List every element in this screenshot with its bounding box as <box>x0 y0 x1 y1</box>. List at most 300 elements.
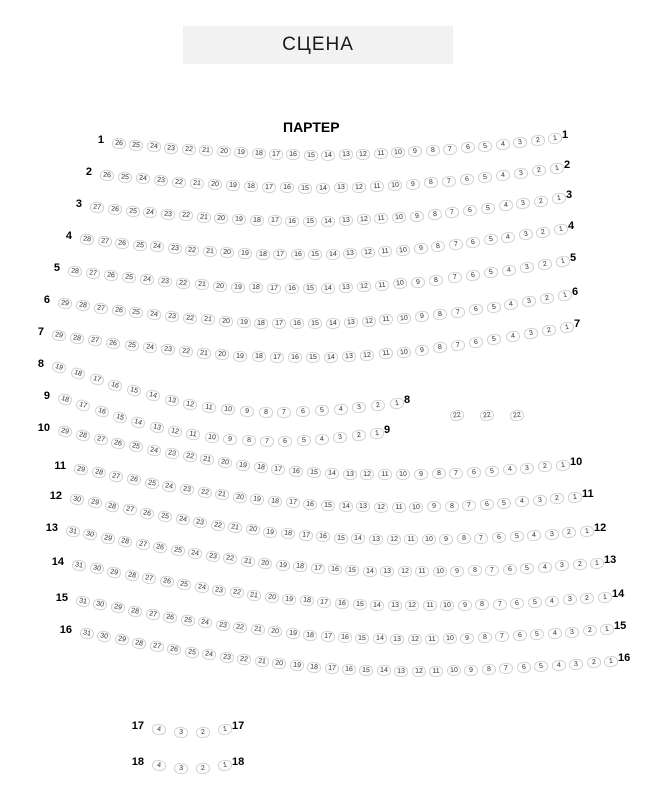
seat[interactable]: 22 <box>185 244 200 256</box>
seat[interactable]: 4 <box>498 200 513 213</box>
seat[interactable]: 25 <box>144 476 160 489</box>
seat[interactable]: 21 <box>197 347 212 359</box>
seat[interactable]: 20 <box>268 626 283 638</box>
seat[interactable]: 17 <box>269 149 283 160</box>
seat[interactable]: 18 <box>303 629 318 641</box>
seat[interactable]: 19 <box>250 493 265 506</box>
seat[interactable]: 15 <box>126 384 142 398</box>
seat[interactable]: 14 <box>325 468 340 480</box>
seat[interactable]: 13 <box>387 600 401 611</box>
seat[interactable]: 22 <box>172 176 187 188</box>
seat[interactable]: 18 <box>299 595 314 607</box>
seat[interactable]: 15 <box>355 633 369 645</box>
seat[interactable]: 20 <box>215 349 230 361</box>
seat[interactable]: 2 <box>539 292 555 305</box>
seat[interactable]: 5 <box>509 530 524 542</box>
seat[interactable]: 27 <box>88 334 103 347</box>
seat[interactable]: 15 <box>333 532 348 544</box>
seat[interactable]: 12 <box>361 247 376 259</box>
seat[interactable]: 22 <box>449 409 464 422</box>
seat[interactable]: 12 <box>352 182 366 194</box>
seat[interactable]: 26 <box>107 203 122 215</box>
seat[interactable]: 9 <box>406 178 421 190</box>
seat[interactable]: 21 <box>196 211 211 223</box>
seat[interactable]: 10 <box>433 566 447 577</box>
seat[interactable]: 22 <box>176 277 191 289</box>
seat[interactable]: 28 <box>69 332 84 345</box>
seat[interactable]: 30 <box>69 493 85 507</box>
seat[interactable]: 15 <box>359 665 373 677</box>
seat[interactable]: 2 <box>371 399 386 412</box>
seat[interactable]: 28 <box>91 466 107 479</box>
seat[interactable]: 7 <box>277 407 291 418</box>
seat[interactable]: 6 <box>466 236 481 249</box>
seat[interactable]: 6 <box>465 269 480 282</box>
seat[interactable]: 15 <box>308 249 322 260</box>
seat[interactable]: 9 <box>439 534 453 545</box>
seat[interactable]: 22 <box>178 346 193 358</box>
seat[interactable]: 11 <box>429 666 443 677</box>
seat[interactable]: 4 <box>537 561 552 573</box>
seat[interactable]: 26 <box>104 270 119 283</box>
seat[interactable]: 25 <box>125 205 140 217</box>
seat[interactable]: 10 <box>447 665 461 676</box>
seat[interactable]: 7 <box>474 532 488 544</box>
seat[interactable]: 20 <box>217 456 232 469</box>
seat[interactable]: 19 <box>51 360 68 375</box>
seat[interactable]: 16 <box>285 216 299 227</box>
seat[interactable]: 21 <box>203 245 218 257</box>
seat[interactable]: 26 <box>167 643 183 656</box>
seat[interactable]: 10 <box>396 469 410 480</box>
seat[interactable]: 22 <box>183 312 198 324</box>
seat[interactable]: 22 <box>182 450 198 463</box>
seat[interactable]: 1 <box>369 427 384 439</box>
seat[interactable]: 20 <box>208 179 223 191</box>
seat[interactable]: 23 <box>212 584 227 597</box>
seat[interactable]: 27 <box>93 302 108 315</box>
seat[interactable]: 21 <box>254 656 269 669</box>
seat[interactable]: 15 <box>345 565 360 577</box>
seat[interactable]: 23 <box>158 276 173 288</box>
seat[interactable]: 14 <box>363 565 377 576</box>
seat[interactable]: 19 <box>226 180 241 192</box>
seat[interactable]: 7 <box>493 598 507 610</box>
seat[interactable]: 26 <box>163 611 179 624</box>
seat[interactable]: 29 <box>114 633 130 646</box>
seat[interactable]: 26 <box>115 237 130 249</box>
seat[interactable]: 14 <box>321 283 335 294</box>
seat[interactable]: 7 <box>485 564 499 576</box>
seat[interactable]: 25 <box>132 239 147 251</box>
seat[interactable]: 15 <box>352 599 367 611</box>
seat[interactable]: 7 <box>495 631 510 643</box>
seat[interactable]: 11 <box>378 246 393 258</box>
seat[interactable]: 12 <box>398 566 412 577</box>
seat[interactable]: 7 <box>448 238 463 251</box>
seat[interactable]: 6 <box>492 531 507 543</box>
seat[interactable]: 4 <box>551 659 566 671</box>
seat[interactable]: 16 <box>316 531 331 543</box>
seat[interactable]: 2 <box>531 164 546 177</box>
seat[interactable]: 24 <box>140 274 155 286</box>
seat[interactable]: 1 <box>590 558 605 570</box>
seat[interactable]: 6 <box>479 498 494 510</box>
seat[interactable]: 15 <box>308 318 322 329</box>
seat[interactable]: 21 <box>240 555 255 568</box>
seat[interactable]: 30 <box>83 528 99 541</box>
seat[interactable]: 16 <box>286 149 300 160</box>
seat[interactable]: 6 <box>468 303 483 316</box>
seat[interactable]: 11 <box>374 213 389 225</box>
seat[interactable]: 14 <box>145 389 161 403</box>
seat[interactable]: 28 <box>124 569 140 582</box>
seat[interactable]: 1 <box>580 526 595 538</box>
seat[interactable]: 18 <box>255 248 269 259</box>
seat[interactable]: 17 <box>324 662 339 674</box>
seat[interactable]: 7 <box>450 339 465 352</box>
seat[interactable]: 11 <box>378 348 393 360</box>
seat[interactable]: 6 <box>459 173 474 185</box>
seat[interactable]: 1 <box>559 321 575 334</box>
seat[interactable]: 12 <box>361 315 376 327</box>
seat[interactable]: 21 <box>199 145 214 157</box>
seat[interactable]: 14 <box>351 533 365 545</box>
seat[interactable]: 5 <box>480 202 495 215</box>
seat[interactable]: 8 <box>426 145 441 157</box>
seat[interactable]: 15 <box>307 467 322 479</box>
seat[interactable]: 2 <box>562 527 577 539</box>
seat[interactable]: 28 <box>75 429 91 443</box>
seat[interactable]: 8 <box>432 308 447 321</box>
seat[interactable]: 1 <box>551 192 566 205</box>
seat[interactable]: 13 <box>390 634 404 645</box>
seat[interactable]: 13 <box>149 420 165 434</box>
seat[interactable]: 16 <box>288 352 302 363</box>
seat[interactable]: 21 <box>200 314 215 326</box>
seat[interactable]: 9 <box>450 566 464 577</box>
seat[interactable]: 29 <box>87 496 103 510</box>
seat[interactable]: 11 <box>379 314 394 326</box>
seat[interactable]: 11 <box>423 600 437 611</box>
seat[interactable]: 3 <box>532 494 547 506</box>
seat[interactable]: 10 <box>220 403 235 415</box>
seat[interactable]: 8 <box>241 435 256 447</box>
seat[interactable]: 15 <box>306 352 320 363</box>
seat[interactable]: 26 <box>126 473 142 486</box>
seat[interactable]: 10 <box>204 431 219 444</box>
seat[interactable]: 8 <box>475 599 489 611</box>
seat[interactable]: 22 <box>210 519 225 532</box>
seat[interactable]: 8 <box>431 468 445 480</box>
seat[interactable]: 1 <box>598 592 613 604</box>
seat[interactable]: 16 <box>93 404 110 419</box>
seat[interactable]: 20 <box>245 524 260 537</box>
seat[interactable]: 2 <box>586 657 601 669</box>
seat[interactable]: 13 <box>380 566 394 577</box>
seat[interactable]: 23 <box>205 550 220 563</box>
seat[interactable]: 7 <box>443 143 458 155</box>
seat[interactable]: 25 <box>176 578 192 591</box>
seat[interactable]: 13 <box>343 248 357 260</box>
seat[interactable]: 29 <box>51 329 66 342</box>
seat[interactable]: 14 <box>326 317 340 328</box>
seat[interactable]: 9 <box>409 210 424 222</box>
seat[interactable]: 26 <box>112 137 127 149</box>
seat[interactable]: 3 <box>516 197 531 210</box>
seat[interactable]: 3 <box>523 327 539 340</box>
seat[interactable]: 13 <box>394 666 408 677</box>
seat[interactable]: 16 <box>289 465 304 477</box>
seat[interactable]: 5 <box>534 661 549 673</box>
seat[interactable]: 16 <box>335 598 350 610</box>
seat[interactable]: 9 <box>464 665 478 676</box>
seat[interactable]: 26 <box>110 436 126 450</box>
seat[interactable]: 14 <box>321 150 335 161</box>
seat[interactable]: 23 <box>164 142 179 154</box>
seat[interactable]: 4 <box>151 759 166 772</box>
seat[interactable]: 16 <box>303 498 318 510</box>
seat[interactable]: 9 <box>411 276 426 288</box>
seat[interactable]: 24 <box>194 581 210 594</box>
seat[interactable]: 25 <box>129 306 144 319</box>
seat[interactable]: 17 <box>272 318 286 329</box>
seat[interactable]: 1 <box>604 655 619 667</box>
seat[interactable]: 6 <box>463 204 478 217</box>
seat[interactable]: 10 <box>393 278 408 290</box>
seat[interactable]: 7 <box>445 206 460 218</box>
seat[interactable]: 18 <box>254 317 268 328</box>
seat[interactable]: 18 <box>293 561 308 573</box>
seat[interactable]: 4 <box>547 627 562 639</box>
seat[interactable]: 16 <box>280 182 294 193</box>
seat[interactable]: 20 <box>214 213 229 225</box>
seat[interactable]: 22 <box>237 653 252 666</box>
seat[interactable]: 20 <box>232 491 247 504</box>
seat[interactable]: 4 <box>504 298 520 311</box>
seat[interactable]: 10 <box>397 312 412 324</box>
seat[interactable]: 11 <box>392 502 406 513</box>
seat[interactable]: 10 <box>391 147 406 159</box>
seat[interactable]: 5 <box>483 266 498 279</box>
seat[interactable]: 17 <box>75 398 92 413</box>
seat[interactable]: 9 <box>239 405 254 417</box>
seat[interactable]: 24 <box>161 480 177 493</box>
seat[interactable]: 3 <box>174 762 189 774</box>
seat[interactable]: 15 <box>303 216 317 227</box>
seat[interactable]: 29 <box>100 531 116 544</box>
seat[interactable]: 25 <box>129 139 144 151</box>
seat[interactable]: 12 <box>405 600 419 611</box>
seat[interactable]: 8 <box>432 342 447 355</box>
seat[interactable]: 7 <box>499 663 514 675</box>
seat[interactable]: 6 <box>516 662 531 674</box>
seat[interactable]: 22 <box>233 621 248 634</box>
seat[interactable]: 11 <box>425 634 439 645</box>
seat[interactable]: 4 <box>515 496 530 508</box>
seat[interactable]: 16 <box>290 318 304 329</box>
seat[interactable]: 27 <box>108 470 124 483</box>
seat[interactable]: 13 <box>342 469 356 480</box>
seat[interactable]: 7 <box>449 467 464 479</box>
seat[interactable]: 4 <box>333 403 348 415</box>
seat[interactable]: 3 <box>352 402 367 414</box>
seat[interactable]: 19 <box>233 350 248 362</box>
seat[interactable]: 23 <box>154 174 169 186</box>
seat[interactable]: 17 <box>285 497 300 509</box>
seat[interactable]: 30 <box>97 630 113 643</box>
seat[interactable]: 4 <box>501 264 517 277</box>
seat[interactable]: 12 <box>412 666 426 677</box>
seat[interactable]: 18 <box>250 215 264 227</box>
seat[interactable]: 2 <box>196 726 211 738</box>
seat[interactable]: 20 <box>220 247 235 259</box>
seat[interactable]: 14 <box>373 633 387 644</box>
seat[interactable]: 17 <box>270 352 284 363</box>
seat[interactable]: 17 <box>320 630 335 642</box>
seat[interactable]: 24 <box>150 241 165 253</box>
seat[interactable]: 2 <box>351 429 366 441</box>
seat[interactable]: 9 <box>460 633 474 644</box>
seat[interactable]: 11 <box>375 279 390 291</box>
seat[interactable]: 8 <box>477 632 491 644</box>
seat[interactable]: 24 <box>175 513 191 526</box>
seat[interactable]: 25 <box>170 544 186 557</box>
seat[interactable]: 10 <box>396 346 411 358</box>
seat[interactable]: 6 <box>502 563 517 575</box>
seat[interactable]: 12 <box>356 149 370 160</box>
seat[interactable]: 23 <box>161 208 176 220</box>
seat[interactable]: 24 <box>142 342 157 355</box>
seat[interactable]: 11 <box>186 428 202 441</box>
seat[interactable]: 2 <box>530 134 545 146</box>
seat[interactable]: 3 <box>518 228 533 241</box>
seat[interactable]: 15 <box>112 410 129 425</box>
seat[interactable]: 22 <box>479 409 494 422</box>
seat[interactable]: 12 <box>356 214 371 226</box>
seat[interactable]: 7 <box>462 499 477 511</box>
seat[interactable]: 23 <box>165 311 180 323</box>
seat[interactable]: 9 <box>408 146 423 158</box>
seat[interactable]: 23 <box>219 651 234 664</box>
seat[interactable]: 19 <box>263 526 278 539</box>
seat[interactable]: 7 <box>442 175 457 187</box>
seat[interactable]: 5 <box>486 301 501 314</box>
seat[interactable]: 12 <box>386 534 400 545</box>
seat[interactable]: 6 <box>510 597 525 609</box>
seat[interactable]: 25 <box>184 645 200 658</box>
seat[interactable]: 18 <box>251 351 265 363</box>
seat[interactable]: 6 <box>278 435 292 446</box>
seat[interactable]: 27 <box>122 503 138 516</box>
seat[interactable]: 28 <box>67 265 82 278</box>
seat[interactable]: 14 <box>316 183 330 194</box>
seat[interactable]: 9 <box>413 242 428 254</box>
seat[interactable]: 17 <box>310 562 325 574</box>
seat[interactable]: 14 <box>370 599 384 610</box>
seat[interactable]: 27 <box>141 572 157 585</box>
seat[interactable]: 4 <box>315 433 330 445</box>
seat[interactable]: 27 <box>145 608 161 621</box>
seat[interactable]: 3 <box>563 594 578 606</box>
seat[interactable]: 10 <box>392 212 407 224</box>
seat[interactable]: 5 <box>530 629 545 641</box>
seat[interactable]: 2 <box>580 593 595 605</box>
seat[interactable]: 25 <box>128 440 144 454</box>
seat[interactable]: 28 <box>104 500 120 513</box>
seat[interactable]: 8 <box>431 240 446 252</box>
seat[interactable]: 14 <box>338 501 352 513</box>
seat[interactable]: 22 <box>509 409 524 422</box>
seat[interactable]: 11 <box>202 401 217 414</box>
seat[interactable]: 20 <box>258 557 273 570</box>
seat[interactable]: 26 <box>152 541 168 554</box>
seat[interactable]: 6 <box>467 466 482 478</box>
seat[interactable]: 3 <box>513 167 528 180</box>
seat[interactable]: 24 <box>198 616 213 629</box>
seat[interactable]: 9 <box>427 501 441 512</box>
seat[interactable]: 12 <box>360 469 374 480</box>
seat[interactable]: 1 <box>389 397 404 410</box>
seat[interactable]: 13 <box>356 501 370 512</box>
seat[interactable]: 26 <box>100 169 115 181</box>
seat[interactable]: 20 <box>218 315 233 327</box>
seat[interactable]: 8 <box>468 565 482 577</box>
seat[interactable]: 23 <box>192 516 208 529</box>
seat[interactable]: 26 <box>159 575 175 588</box>
seat[interactable]: 10 <box>409 502 423 513</box>
seat[interactable]: 22 <box>197 486 213 499</box>
seat[interactable]: 6 <box>296 406 310 418</box>
seat[interactable]: 24 <box>136 173 151 185</box>
seat[interactable]: 15 <box>304 149 318 160</box>
seat[interactable]: 8 <box>424 177 439 189</box>
seat[interactable]: 31 <box>79 627 95 640</box>
seat[interactable]: 13 <box>339 215 353 226</box>
seat[interactable]: 1 <box>549 162 564 175</box>
seat[interactable]: 21 <box>214 488 229 501</box>
seat[interactable]: 28 <box>75 300 90 313</box>
seat[interactable]: 3 <box>565 626 580 638</box>
seat[interactable]: 17 <box>268 215 282 226</box>
seat[interactable]: 2 <box>541 324 557 337</box>
seat[interactable]: 11 <box>370 181 385 193</box>
seat[interactable]: 12 <box>374 502 388 513</box>
seat[interactable]: 27 <box>135 538 151 551</box>
seat[interactable]: 22 <box>178 210 193 222</box>
seat[interactable]: 4 <box>545 595 560 607</box>
seat[interactable]: 25 <box>122 272 137 284</box>
seat[interactable]: 7 <box>447 272 462 285</box>
seat[interactable]: 2 <box>582 625 597 637</box>
seat[interactable]: 6 <box>512 630 527 642</box>
seat[interactable]: 10 <box>388 180 403 192</box>
seat[interactable]: 1 <box>600 623 615 635</box>
seat[interactable]: 2 <box>550 493 565 505</box>
seat[interactable]: 11 <box>415 566 429 577</box>
seat[interactable]: 11 <box>373 148 387 160</box>
seat[interactable]: 25 <box>124 339 139 352</box>
seat[interactable]: 12 <box>357 281 372 293</box>
seat[interactable]: 12 <box>183 397 199 410</box>
seat[interactable]: 19 <box>289 659 304 671</box>
seat[interactable]: 13 <box>342 350 357 362</box>
seat[interactable]: 8 <box>427 208 442 220</box>
seat[interactable]: 29 <box>110 601 126 614</box>
seat[interactable]: 27 <box>149 640 165 653</box>
seat[interactable]: 18 <box>268 495 283 507</box>
seat[interactable]: 4 <box>502 464 517 476</box>
